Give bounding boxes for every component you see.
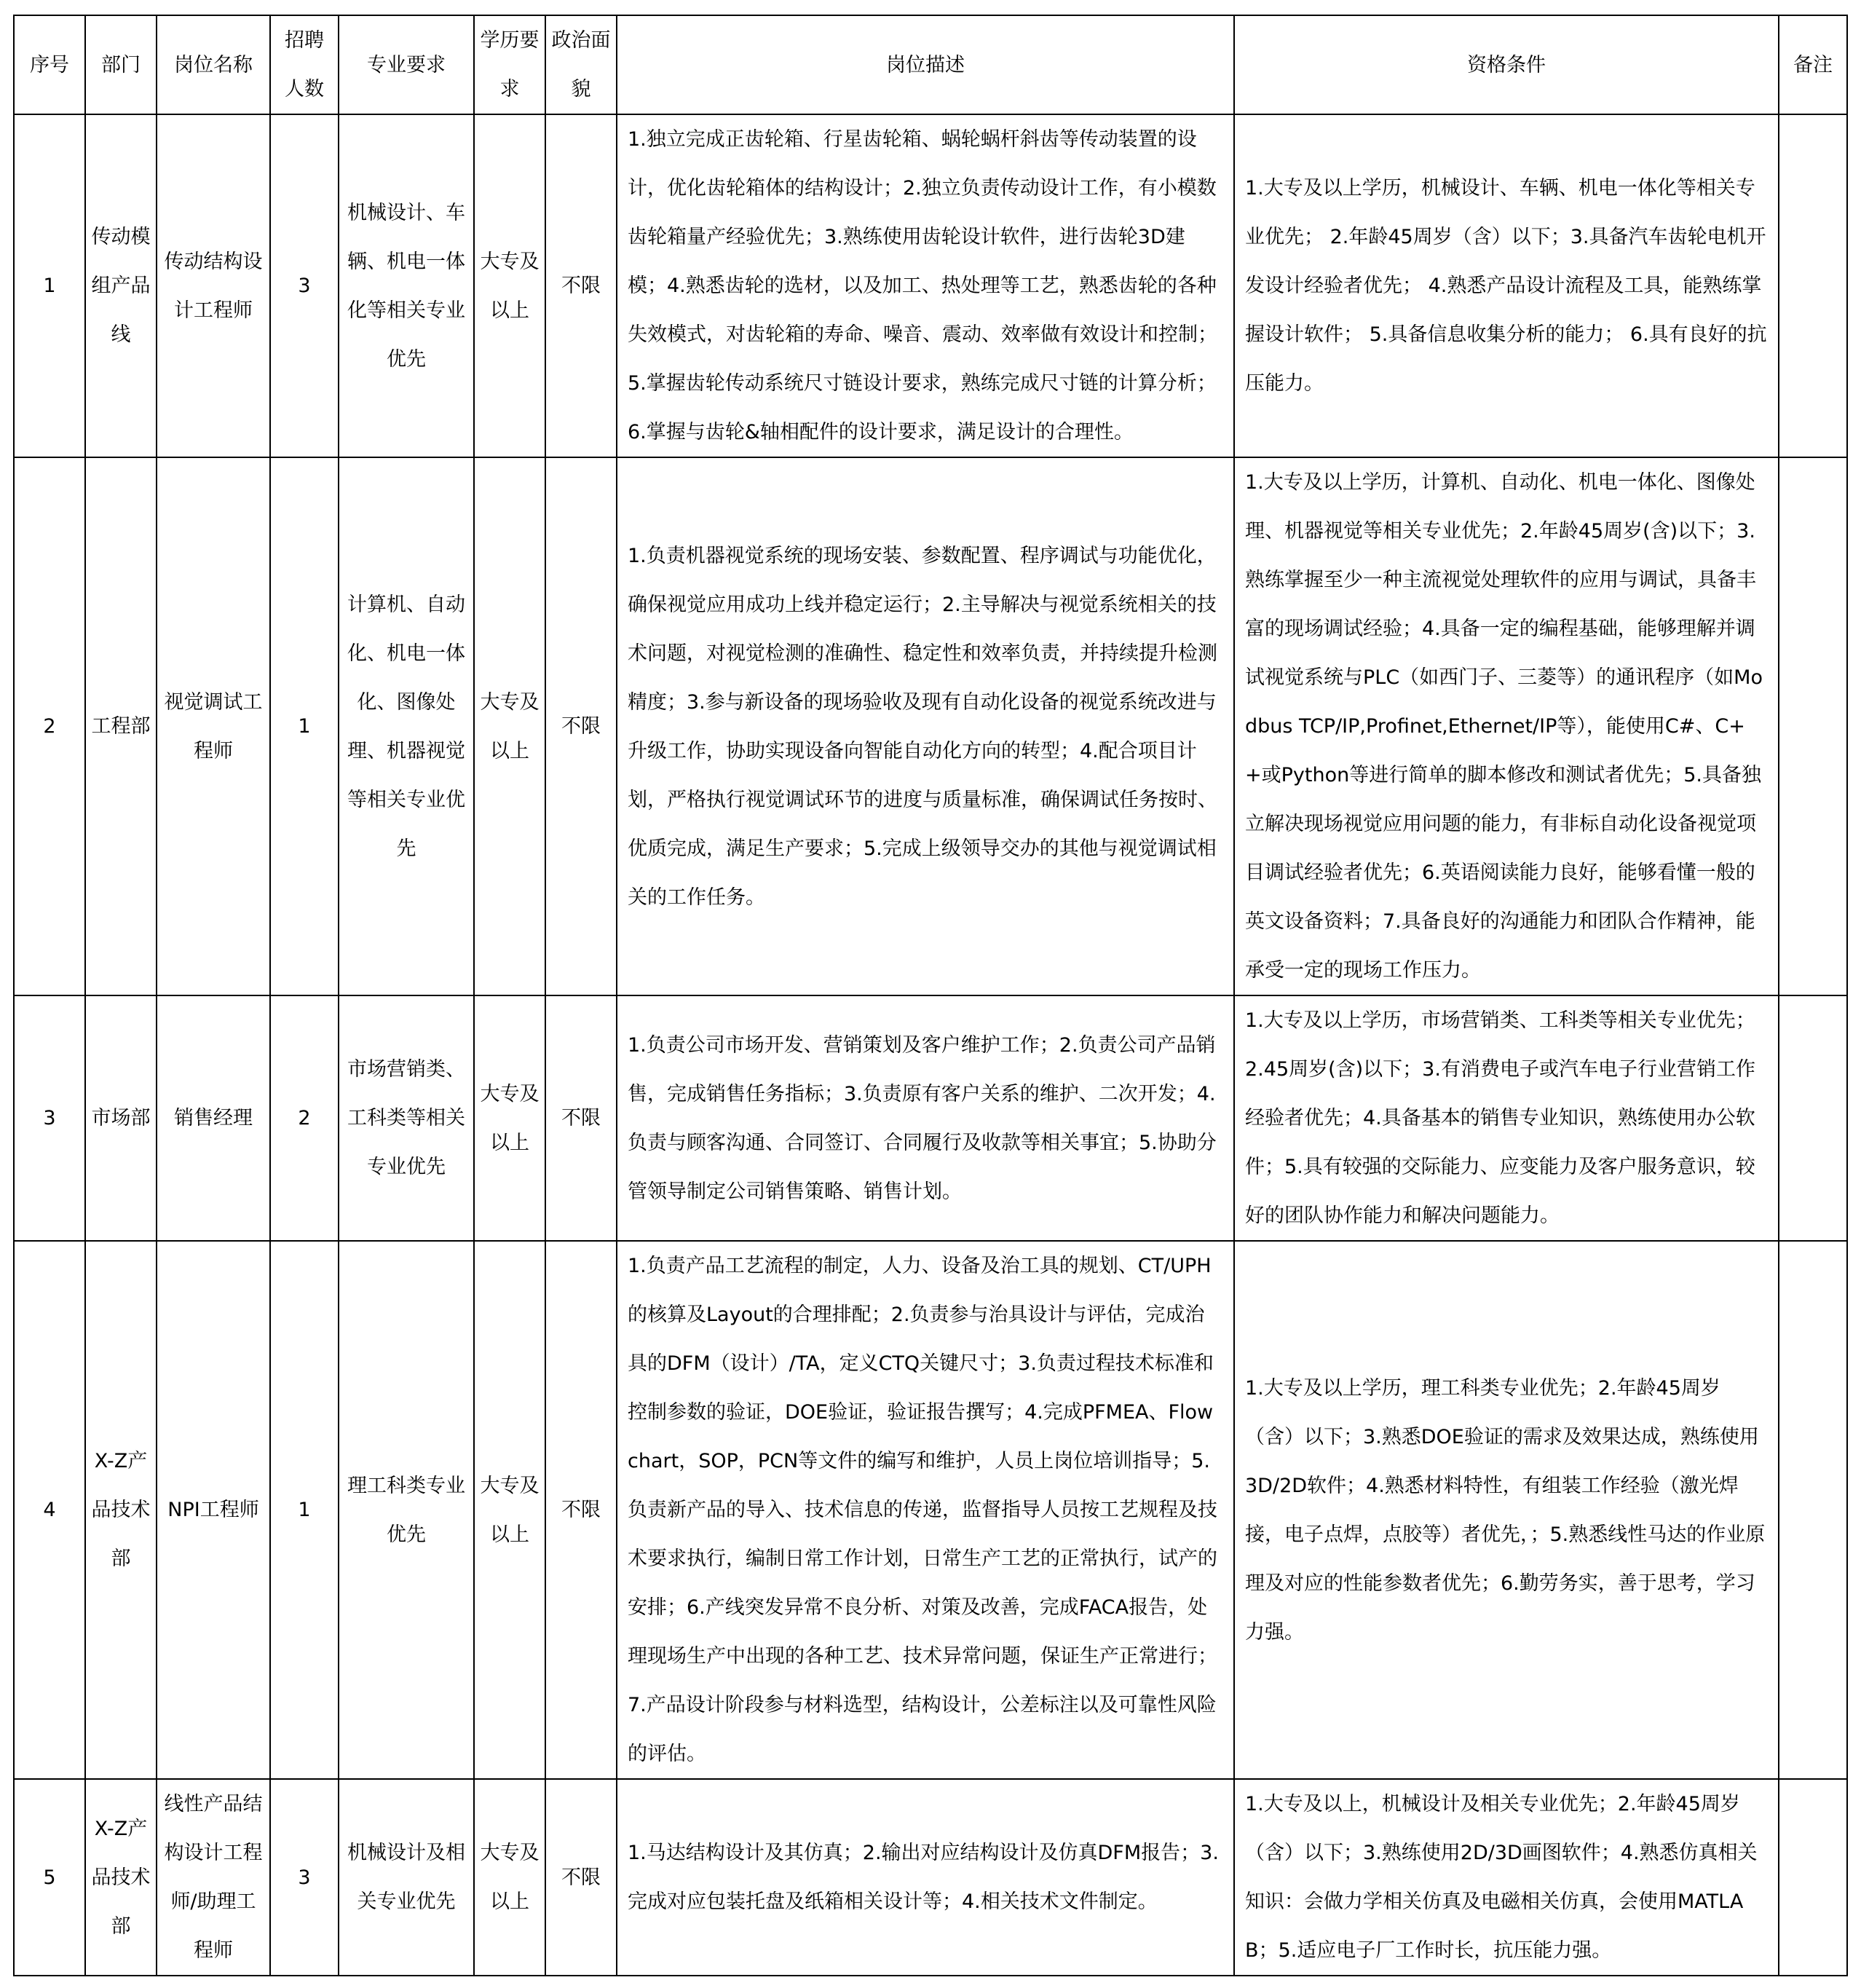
cell-position: 销售经理 bbox=[157, 995, 270, 1241]
cell-qualification: 1.大专及以上学历，机械设计、车辆、机电一体化等相关专业优先； 2.年龄45周岁（含）以下；3.具备汽车齿轮电机开发设计经验者优先； 4.熟悉产品设计流程及工具，能熟练掌握设计软件； 5.具备信息收集分析的能力； 6.具有良好的抗压能力。 bbox=[1234, 114, 1779, 457]
table-row bbox=[14, 457, 1847, 995]
cell-major: 机械设计、车辆、机电一体化等相关专业优先 bbox=[339, 114, 474, 457]
cell-count: 2 bbox=[270, 995, 339, 1241]
cell-political: 不限 bbox=[545, 1241, 617, 1779]
cell-dept: X-Z产品技术部 bbox=[85, 1779, 157, 1976]
cell-major: 计算机、自动化、机电一体化、图像处理、机器视觉等相关专业优先 bbox=[339, 457, 474, 995]
cell-education: 大专及以上 bbox=[474, 457, 545, 995]
cell-description: 1.负责机器视觉系统的现场安装、参数配置、程序调试与功能优化，确保视觉应用成功上线并稳定运行；2.主导解决与视觉系统相关的技术问题，对视觉检测的准确性、稳定性和效率负责，并持续提升检测精度；3.参与新设备的现场验收及现有自动化设备的视觉系统改进与升级工作，协助实现设备向智能自动化方向的转型；4.配合项目计划，严格执行视觉调试环节的进度与质量标准，确保调试任务按时、优质完成，满足生产要求；5.完成上级领导交办的其他与视觉调试相关的工作任务。 bbox=[617, 457, 1234, 995]
cell-description: 1.马达结构设计及其仿真；2.输出对应结构设计及仿真DFM报告；3.完成对应包装托盘及纸箱相关设计等；4.相关技术文件制定。 bbox=[617, 1779, 1234, 1976]
cell-position: 线性产品结构设计工程师/助理工程师 bbox=[157, 1779, 270, 1976]
cell-seq: 5 bbox=[14, 1779, 85, 1976]
header-political: 政治面貌 bbox=[545, 15, 617, 114]
cell-education: 大专及以上 bbox=[474, 995, 545, 1241]
cell-count: 1 bbox=[270, 457, 339, 995]
cell-position: NPI工程师 bbox=[157, 1241, 270, 1779]
cell-dept: X-Z产品技术部 bbox=[85, 1241, 157, 1779]
cell-dept: 市场部 bbox=[85, 995, 157, 1241]
cell-political: 不限 bbox=[545, 114, 617, 457]
cell-count: 3 bbox=[270, 1779, 339, 1976]
cell-count: 1 bbox=[270, 1241, 339, 1779]
cell-count: 3 bbox=[270, 114, 339, 457]
table-row bbox=[14, 1241, 1847, 1779]
cell-qualification: 1.大专及以上学历，理工科类专业优先；2.年龄45周岁（含）以下；3.熟悉DOE验证的需求及效果达成，熟练使用3D/2D软件；4.熟悉材料特性，有组装工作经验（激光焊接，电子点焊，点胶等）者优先，；5.熟悉线性马达的作业原理及对应的性能参数者优先；6.勤劳务实，善于思考，学习力强。 bbox=[1234, 1241, 1779, 1779]
cell-dept: 传动模组产品线 bbox=[85, 114, 157, 457]
cell-remarks bbox=[1779, 1779, 1847, 1976]
table-row bbox=[14, 114, 1847, 457]
cell-description: 1.负责产品工艺流程的制定，人力、设备及治工具的规划、CT/UPH的核算及Layout的合理排配；2.负责参与治具设计与评估，完成治具的DFM（设计）/TA，定义CTQ关键尺寸；3.负责过程技术标准和控制参数的验证，DOE验证，验证报告撰写；4.完成PFMEA、Flowchart，SOP，PCN等文件的编写和维护，人员上岗位培训指导；5.负责新产品的导入、技术信息的传递，监督指导人员按工艺规程及技术要求执行，编制日常工作计划，日常生产工艺的正常执行，试产的安排；6.产线突发异常不良分析、对策及改善，完成FACA报告，处理现场生产中出现的各种工艺、技术异常问题，保证生产正常进行；7.产品设计阶段参与材料选型，结构设计，公差标注以及可靠性风险的评估。 bbox=[617, 1241, 1234, 1779]
cell-major: 市场营销类、工科类等相关专业优先 bbox=[339, 995, 474, 1241]
cell-education: 大专及以上 bbox=[474, 1241, 545, 1779]
cell-seq: 3 bbox=[14, 995, 85, 1241]
header-qualification: 资格条件 bbox=[1234, 15, 1779, 114]
cell-position: 传动结构设计工程师 bbox=[157, 114, 270, 457]
document-page bbox=[13, 15, 1848, 1976]
cell-remarks bbox=[1779, 114, 1847, 457]
header-description: 岗位描述 bbox=[617, 15, 1234, 114]
cell-seq: 2 bbox=[14, 457, 85, 995]
cell-description: 1.负责公司市场开发、营销策划及客户维护工作；2.负责公司产品销售，完成销售任务指标；3.负责原有客户关系的维护、二次开发；4.负责与顾客沟通、合同签订、合同履行及收款等相关事宜；5.协助分管领导制定公司销售策略、销售计划。 bbox=[617, 995, 1234, 1241]
cell-position: 视觉调试工程师 bbox=[157, 457, 270, 995]
table-row bbox=[14, 1779, 1847, 1976]
header-count: 招聘人数 bbox=[270, 15, 339, 114]
cell-qualification: 1.大专及以上，机械设计及相关专业优先；2.年龄45周岁（含）以下；3.熟练使用2D/3D画图软件；4.熟悉仿真相关知识：会做力学相关仿真及电磁相关仿真，会使用MATLAB；5.适应电子厂工作时长，抗压能力强。 bbox=[1234, 1779, 1779, 1976]
cell-remarks bbox=[1779, 995, 1847, 1241]
header-dept: 部门 bbox=[85, 15, 157, 114]
cell-education: 大专及以上 bbox=[474, 1779, 545, 1976]
cell-political: 不限 bbox=[545, 457, 617, 995]
cell-dept: 工程部 bbox=[85, 457, 157, 995]
cell-description: 1.独立完成正齿轮箱、行星齿轮箱、蜗轮蜗杆斜齿等传动装置的设计，优化齿轮箱体的结构设计；2.独立负责传动设计工作，有小模数齿轮箱量产经验优先；3.熟练使用齿轮设计软件，进行齿轮3D建模；4.熟悉齿轮的选材，以及加工、热处理等工艺，熟悉齿轮的各种失效模式，对齿轮箱的寿命、噪音、震动、效率做有效设计和控制；5.掌握齿轮传动系统尺寸链设计要求，熟练完成尺寸链的计算分析；6.掌握与齿轮&轴相配件的设计要求，满足设计的合理性。 bbox=[617, 114, 1234, 457]
cell-political: 不限 bbox=[545, 995, 617, 1241]
cell-remarks bbox=[1779, 1241, 1847, 1779]
cell-qualification: 1.大专及以上学历，市场营销类、工科类等相关专业优先；2.45周岁(含)以下；3.有消费电子或汽车电子行业营销工作经验者优先；4.具备基本的销售专业知识，熟练使用办公软件；5.具有较强的交际能力、应变能力及客户服务意识，较好的团队协作能力和解决问题能力。 bbox=[1234, 995, 1779, 1241]
cell-education: 大专及以上 bbox=[474, 114, 545, 457]
cell-seq: 4 bbox=[14, 1241, 85, 1779]
recruitment-table bbox=[13, 15, 1848, 1976]
cell-major: 机械设计及相关专业优先 bbox=[339, 1779, 474, 1976]
cell-remarks bbox=[1779, 457, 1847, 995]
cell-qualification: 1.大专及以上学历，计算机、自动化、机电一体化、图像处理、机器视觉等相关专业优先；2.年龄45周岁(含)以下；3.熟练掌握至少一种主流视觉处理软件的应用与调试，具备丰富的现场调试经验；4.具备一定的编程基础，能够理解并调试视觉系统与PLC（如西门子、三菱等）的通讯程序（如Modbus TCP/IP,Profinet,Ethernet/IP等），能使用C#、C++或Python等进行简单的脚本修改和测试者优先；5.具备独立解决现场视觉应用问题的能力，有非标自动化设备视觉项目调试经验者优先；6.英语阅读能力良好，能够看懂一般的英文设备资料；7.具备良好的沟通能力和团队合作精神，能承受一定的现场工作压力。 bbox=[1234, 457, 1779, 995]
cell-major: 理工科类专业优先 bbox=[339, 1241, 474, 1779]
cell-political: 不限 bbox=[545, 1779, 617, 1976]
header-position: 岗位名称 bbox=[157, 15, 270, 114]
table-header-row bbox=[14, 15, 1847, 114]
header-remarks: 备注 bbox=[1779, 15, 1847, 114]
header-seq: 序号 bbox=[14, 15, 85, 114]
header-major: 专业要求 bbox=[339, 15, 474, 114]
header-education: 学历要求 bbox=[474, 15, 545, 114]
cell-seq: 1 bbox=[14, 114, 85, 457]
table-row bbox=[14, 995, 1847, 1241]
